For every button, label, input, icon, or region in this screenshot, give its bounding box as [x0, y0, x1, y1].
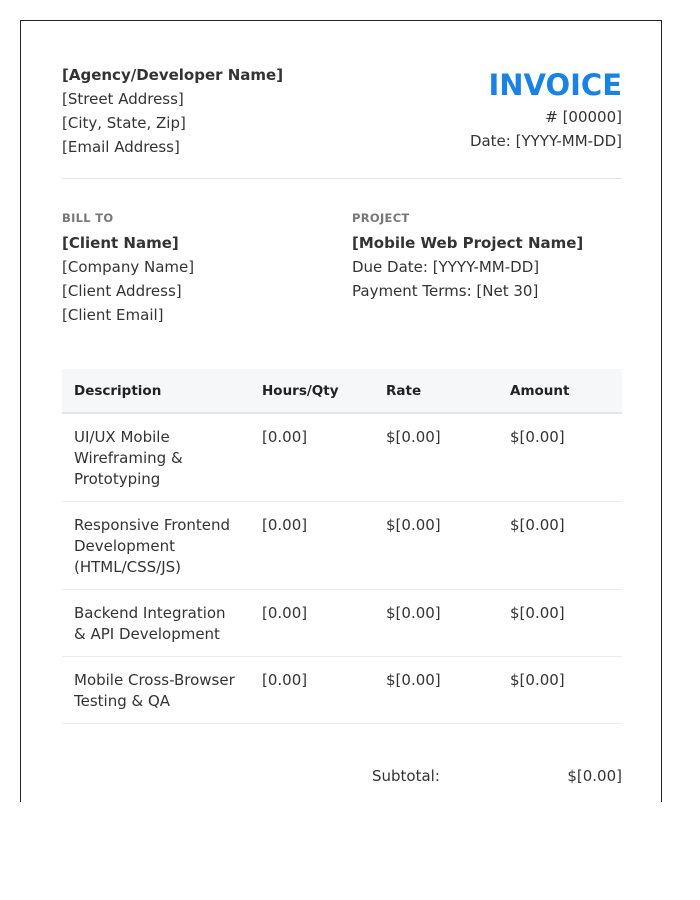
row-amount: $[0.00] [498, 590, 622, 657]
table-row [62, 413, 622, 502]
row-qty: [0.00] [250, 657, 374, 724]
row-rate: $[0.00] [374, 590, 498, 657]
row-qty: [0.00] [250, 413, 374, 502]
project-name: [Mobile Web Project Name] [352, 234, 584, 252]
client-company: [Company Name] [62, 258, 195, 276]
subtotal-label: Subtotal: [372, 767, 440, 785]
project-section [352, 209, 583, 303]
invoice-title: INVOICE [488, 68, 622, 102]
table-row [62, 502, 622, 590]
bill-to-label: BILL TO [62, 211, 114, 225]
row-rate: $[0.00] [374, 502, 498, 590]
agency-email: [Email Address] [62, 138, 180, 156]
row-qty: [0.00] [250, 590, 374, 657]
agency-block [62, 63, 283, 159]
client-name: [Client Name] [62, 234, 179, 252]
line-items-table [62, 369, 622, 724]
invoice-meta-block [470, 63, 622, 153]
table-row [62, 590, 622, 657]
project-payment-terms: Payment Terms: [Net 30] [352, 282, 539, 300]
header-description: Description [62, 369, 250, 413]
table-header-row [62, 369, 622, 413]
agency-name: [Agency/Developer Name] [62, 66, 284, 84]
invoice-document [20, 20, 662, 802]
row-description: UI/UX Mobile Wireframing & Prototyping [62, 413, 250, 502]
header-hours-qty: Hours/Qty [250, 369, 374, 413]
subtotal-value: $[0.00] [567, 767, 622, 785]
header-rate: Rate [374, 369, 498, 413]
invoice-date: Date: [YYYY-MM-DD] [469, 132, 622, 150]
agency-city: [City, State, Zip] [62, 114, 186, 132]
row-rate: $[0.00] [374, 657, 498, 724]
invoice-header [62, 63, 622, 163]
client-email: [Client Email] [62, 306, 164, 324]
row-rate: $[0.00] [374, 413, 498, 502]
project-due-date: Due Date: [YYYY-MM-DD] [352, 258, 540, 276]
row-amount: $[0.00] [498, 502, 622, 590]
client-address: [Client Address] [62, 282, 182, 300]
table-row [62, 657, 622, 724]
row-amount: $[0.00] [498, 413, 622, 502]
row-description: Responsive Frontend Development (HTML/CSS/JS) [62, 502, 250, 590]
agency-street: [Street Address] [62, 90, 184, 108]
row-description: Backend Integration & API Development [62, 590, 250, 657]
header-divider [62, 178, 622, 179]
header-amount: Amount [498, 369, 622, 413]
row-amount: $[0.00] [498, 657, 622, 724]
invoice-number: # [00000] [545, 108, 622, 126]
row-description: Mobile Cross-Browser Testing & QA [62, 657, 250, 724]
bill-to-section [62, 209, 194, 327]
project-label: PROJECT [352, 211, 410, 225]
row-qty: [0.00] [250, 502, 374, 590]
